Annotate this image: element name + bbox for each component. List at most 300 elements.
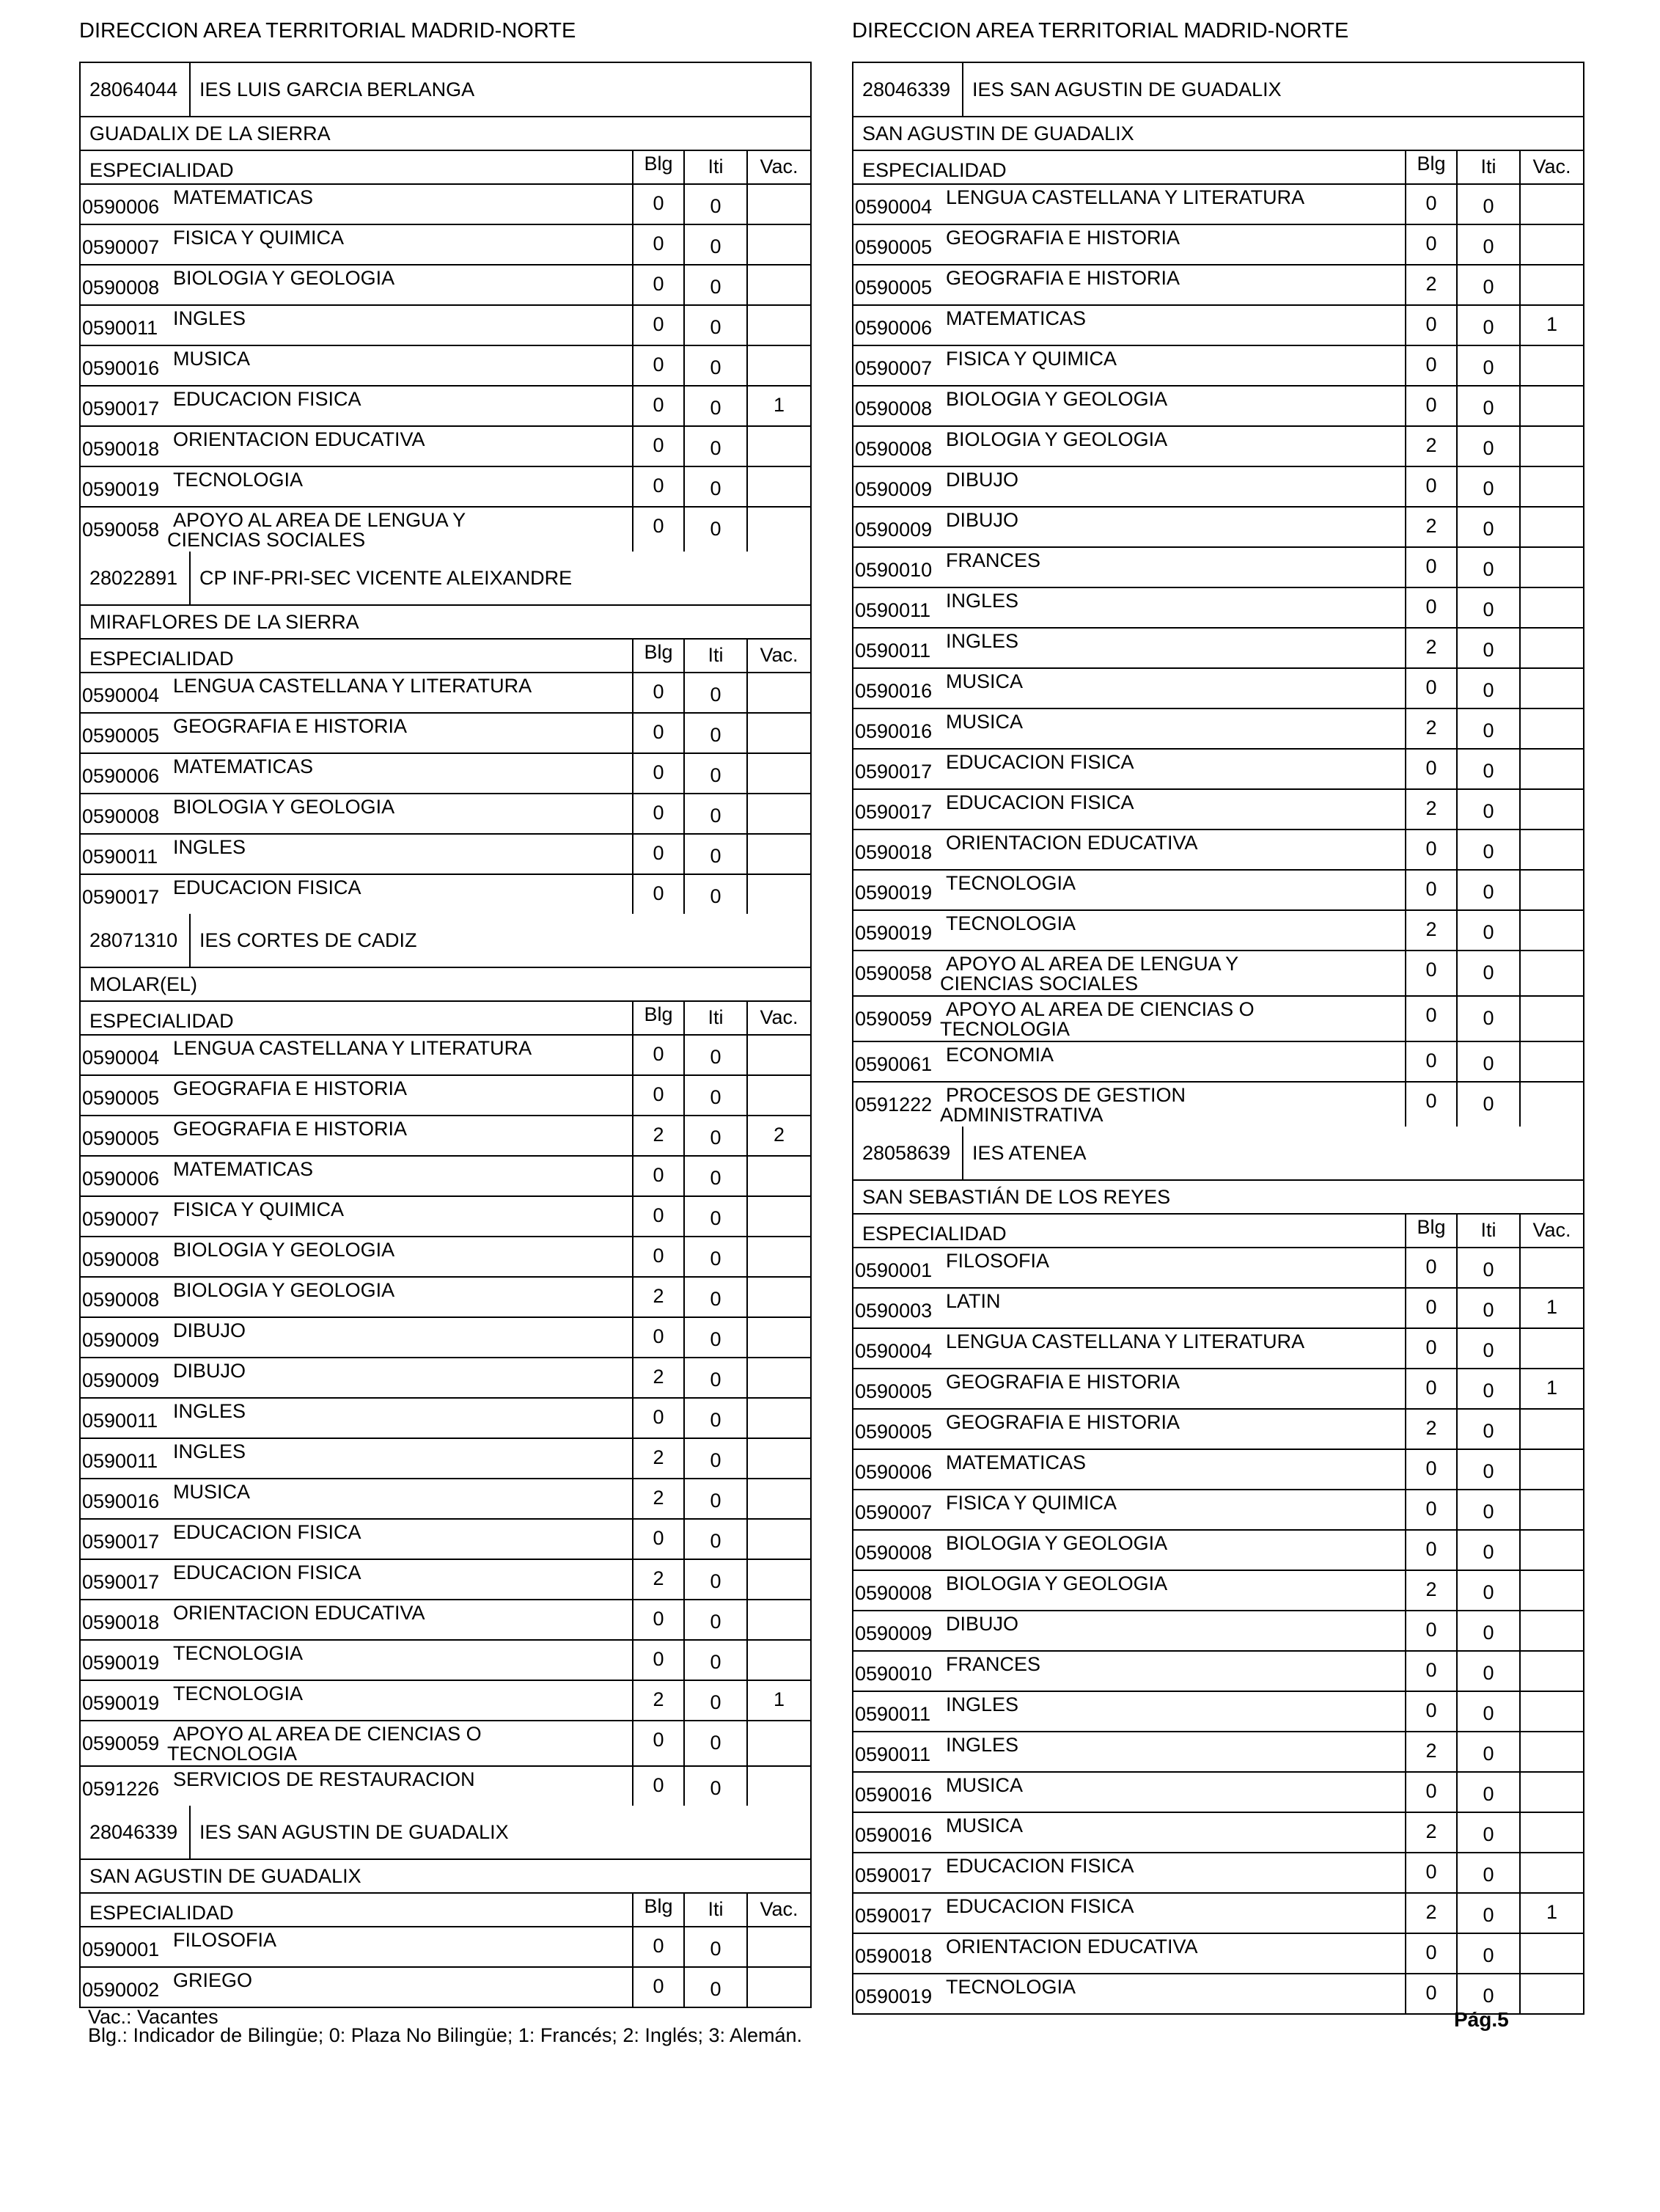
iti-cell bbox=[1456, 387, 1519, 425]
especialidad-cell bbox=[81, 265, 632, 304]
table-row bbox=[853, 1042, 1583, 1083]
especialidad-code: 0590017 bbox=[82, 1571, 160, 1593]
vac-cell bbox=[746, 1641, 810, 1680]
iti-cell bbox=[1456, 1329, 1519, 1368]
especialidad-code: 0590018 bbox=[855, 1945, 933, 1967]
blg-value: 0 bbox=[653, 394, 664, 416]
especialidad-cell bbox=[853, 669, 1405, 708]
especialidad-name bbox=[173, 1930, 276, 1950]
vac-cell bbox=[746, 1767, 810, 1806]
col-header-vac: Vac. bbox=[746, 1002, 810, 1034]
especialidad-name-line: BIOLOGIA Y GEOLOGIA bbox=[173, 1239, 395, 1261]
especialidad-code: 0590007 bbox=[855, 1501, 933, 1523]
table-row bbox=[853, 1369, 1583, 1410]
blg-cell bbox=[632, 1116, 683, 1155]
vac-cell bbox=[746, 225, 810, 264]
blg-value: 0 bbox=[1425, 1982, 1437, 2004]
especialidad-name bbox=[946, 188, 1304, 208]
vac-value: 1 bbox=[773, 1688, 785, 1710]
iti-cell bbox=[1456, 951, 1519, 995]
especialidad-name-line: MUSICA bbox=[946, 1814, 1024, 1836]
table-row bbox=[853, 306, 1583, 346]
blg-cell bbox=[1405, 911, 1456, 950]
especialidad-cell bbox=[81, 1237, 632, 1276]
iti-value: 0 bbox=[710, 518, 721, 540]
especialidad-name bbox=[173, 1442, 246, 1462]
blg-value: 0 bbox=[1425, 1050, 1437, 1072]
col-header-especialidad: ESPECIALIDAD bbox=[862, 159, 1007, 181]
blg-cell bbox=[1405, 1450, 1456, 1489]
vac-cell bbox=[1519, 387, 1583, 425]
column-header-row bbox=[81, 1002, 810, 1036]
blg-cell bbox=[1405, 951, 1456, 995]
especialidad-code: 0590018 bbox=[82, 1611, 160, 1633]
iti-cell bbox=[1456, 1732, 1519, 1771]
table-row bbox=[81, 1076, 810, 1116]
blg-value: 2 bbox=[1425, 797, 1437, 819]
vac-cell bbox=[1519, 951, 1583, 995]
iti-cell bbox=[1456, 1289, 1519, 1327]
especialidad-name bbox=[173, 1523, 361, 1542]
especialidad-cell bbox=[853, 427, 1405, 466]
blg-cell bbox=[632, 1600, 683, 1639]
especialidad-code: 0590008 bbox=[855, 1542, 933, 1564]
especialidad-name bbox=[173, 1603, 425, 1623]
especialidad-code: 0590059 bbox=[855, 1008, 933, 1030]
blg-value: 2 bbox=[1425, 273, 1437, 295]
iti-value: 0 bbox=[1483, 276, 1494, 298]
blg-cell bbox=[1405, 306, 1456, 345]
especialidad-code: 0590005 bbox=[82, 1127, 160, 1149]
table-row bbox=[853, 997, 1583, 1042]
especialidad-name-line: FRANCES bbox=[946, 1653, 1041, 1675]
iti-value: 0 bbox=[710, 1046, 721, 1068]
especialidad-cell bbox=[81, 1116, 632, 1155]
especialidad-name bbox=[946, 874, 1076, 893]
table-row bbox=[81, 225, 810, 265]
vac-cell bbox=[746, 306, 810, 345]
table-row bbox=[81, 265, 810, 306]
col-header-blg: Blg bbox=[632, 1894, 683, 1926]
town-name: SAN AGUSTIN DE GUADALIX bbox=[81, 1860, 810, 1894]
blg-cell bbox=[632, 835, 683, 874]
iti-cell bbox=[1456, 790, 1519, 829]
especialidad-name bbox=[946, 1816, 1023, 1836]
blg-cell bbox=[1405, 669, 1456, 708]
blg-value: 0 bbox=[1425, 1090, 1437, 1112]
especialidad-name-line: BIOLOGIA Y GEOLOGIA bbox=[173, 1279, 395, 1301]
iti-value: 0 bbox=[710, 1570, 721, 1592]
especialidad-code: 0590018 bbox=[855, 841, 933, 863]
especialidad-code: 0590019 bbox=[82, 478, 160, 500]
table-row bbox=[81, 1681, 810, 1721]
especialidad-code: 0590011 bbox=[855, 640, 931, 662]
col-header-especialidad: ESPECIALIDAD bbox=[89, 648, 234, 670]
blg-cell bbox=[632, 427, 683, 466]
especialidad-code: 0590005 bbox=[855, 1380, 933, 1402]
especialidad-cell bbox=[853, 830, 1405, 869]
iti-cell bbox=[683, 1927, 746, 1966]
vac-cell bbox=[746, 387, 810, 425]
vac-cell bbox=[1519, 1692, 1583, 1731]
blg-cell bbox=[632, 1927, 683, 1966]
col-header-blg: Blg bbox=[632, 151, 683, 183]
iti-cell bbox=[683, 1560, 746, 1599]
especialidad-code: 0590017 bbox=[855, 1864, 933, 1886]
iti-cell bbox=[1456, 1611, 1519, 1650]
especialidad-name-line: MATEMATICAS bbox=[946, 307, 1087, 329]
iti-value: 0 bbox=[1483, 1541, 1494, 1563]
especialidad-code: 0590010 bbox=[855, 1663, 933, 1685]
vac-cell bbox=[746, 1927, 810, 1966]
especialidad-cell bbox=[853, 1248, 1405, 1287]
especialidad-name bbox=[946, 631, 1018, 651]
especialidad-cell bbox=[853, 997, 1405, 1041]
table-row bbox=[853, 669, 1583, 709]
especialidad-name bbox=[946, 1614, 1018, 1634]
table-row bbox=[81, 1520, 810, 1560]
especialidad-name-line: SERVICIOS DE RESTAURACION bbox=[173, 1768, 475, 1790]
blg-value: 0 bbox=[653, 882, 664, 904]
table-row bbox=[853, 1732, 1583, 1773]
especialidad-name-line: INGLES bbox=[173, 1400, 246, 1422]
especialidad-code: 0590019 bbox=[855, 882, 933, 904]
blg-value: 0 bbox=[653, 232, 664, 254]
iti-cell bbox=[1456, 1773, 1519, 1812]
vac-cell bbox=[746, 467, 810, 506]
table-row bbox=[853, 185, 1583, 225]
especialidad-cell bbox=[853, 1042, 1405, 1081]
blg-cell bbox=[1405, 1289, 1456, 1327]
vac-cell bbox=[1519, 669, 1583, 708]
blg-value: 0 bbox=[1425, 475, 1437, 497]
table-row bbox=[853, 1652, 1583, 1692]
town-name: MIRAFLORES DE LA SIERRA bbox=[81, 606, 810, 640]
blg-value: 0 bbox=[653, 1164, 664, 1186]
blg-value: 2 bbox=[653, 1285, 664, 1307]
vac-cell bbox=[1519, 548, 1583, 587]
especialidad-cell bbox=[81, 1600, 632, 1639]
blg-value: 0 bbox=[1425, 1699, 1437, 1721]
column-header-row bbox=[81, 1894, 810, 1927]
blg-cell bbox=[1405, 1083, 1456, 1127]
iti-value: 0 bbox=[1483, 1944, 1494, 1966]
table-row bbox=[853, 1611, 1583, 1652]
blg-cell bbox=[1405, 588, 1456, 627]
especialidad-code: 0590004 bbox=[82, 684, 160, 706]
especialidad-code: 0591226 bbox=[82, 1778, 160, 1800]
school-section bbox=[81, 1806, 810, 2007]
iti-cell bbox=[1456, 1490, 1519, 1529]
table-row bbox=[853, 871, 1583, 911]
especialidad-name bbox=[946, 1372, 1180, 1392]
iti-cell bbox=[1456, 346, 1519, 385]
especialidad-name-line: TECNOLOGIA bbox=[167, 1743, 298, 1765]
iti-value: 0 bbox=[710, 885, 721, 907]
vac-cell bbox=[1519, 1813, 1583, 1852]
col-header-iti: Iti bbox=[1456, 151, 1519, 183]
blg-value: 0 bbox=[653, 1527, 664, 1549]
especialidad-name bbox=[946, 389, 1167, 409]
especialidad-cell bbox=[853, 1450, 1405, 1489]
blg-cell bbox=[632, 1358, 683, 1397]
iti-value: 0 bbox=[1483, 1581, 1494, 1603]
vac-value: 1 bbox=[773, 394, 785, 416]
iti-cell bbox=[683, 835, 746, 874]
especialidad-name bbox=[946, 712, 1023, 732]
especialidad-name-line: FISICA Y QUIMICA bbox=[173, 1198, 345, 1220]
iti-cell bbox=[1456, 911, 1519, 950]
especialidad-cell bbox=[81, 306, 632, 345]
blg-cell bbox=[632, 508, 683, 552]
vac-cell bbox=[1519, 1894, 1583, 1933]
school-code: 28064044 bbox=[81, 63, 191, 116]
especialidad-name bbox=[946, 268, 1180, 288]
table-row bbox=[853, 1083, 1583, 1127]
especialidad-code: 0590005 bbox=[855, 276, 933, 299]
iti-value: 0 bbox=[1483, 1460, 1494, 1482]
especialidad-code: 0590009 bbox=[855, 1622, 933, 1644]
right-table bbox=[852, 62, 1584, 2015]
blg-value: 0 bbox=[1425, 878, 1437, 900]
vac-cell bbox=[746, 1318, 810, 1357]
vac-cell bbox=[1519, 1289, 1583, 1327]
blg-cell bbox=[632, 1479, 683, 1518]
especialidad-name-line: TECNOLOGIA bbox=[946, 1976, 1076, 1998]
especialidad-cell bbox=[81, 1076, 632, 1115]
vac-cell bbox=[746, 1520, 810, 1559]
col-header-blg: Blg bbox=[1405, 1215, 1456, 1247]
table-row bbox=[853, 1248, 1583, 1289]
blg-value: 0 bbox=[653, 1729, 664, 1751]
iti-cell bbox=[683, 1399, 746, 1438]
especialidad-name-line: MUSICA bbox=[946, 670, 1024, 692]
especialidad-code: 0590019 bbox=[855, 1985, 933, 2007]
iti-cell bbox=[1456, 1853, 1519, 1892]
especialidad-cell bbox=[81, 673, 632, 712]
blg-cell bbox=[1405, 1732, 1456, 1771]
especialidad-code: 0590016 bbox=[855, 1824, 933, 1846]
blg-value: 2 bbox=[1425, 636, 1437, 658]
town-name: SAN SEBASTIÁN DE LOS REYES bbox=[853, 1181, 1583, 1215]
blg-value: 0 bbox=[653, 354, 664, 376]
especialidad-cell bbox=[853, 1369, 1405, 1408]
blg-value: 2 bbox=[1425, 1901, 1437, 1923]
iti-cell bbox=[1456, 548, 1519, 587]
vac-cell bbox=[746, 835, 810, 874]
blg-cell bbox=[632, 875, 683, 914]
table-row bbox=[81, 1278, 810, 1318]
iti-value: 0 bbox=[710, 195, 721, 217]
iti-cell bbox=[683, 754, 746, 793]
especialidad-code: 0590011 bbox=[82, 1410, 158, 1432]
especialidad-cell bbox=[81, 1318, 632, 1357]
iti-value: 0 bbox=[1483, 1052, 1494, 1074]
iti-cell bbox=[683, 673, 746, 712]
vac-cell bbox=[1519, 1369, 1583, 1408]
especialidad-name bbox=[946, 228, 1180, 248]
iti-value: 0 bbox=[710, 1086, 721, 1108]
table-row bbox=[853, 750, 1583, 790]
especialidad-code: 0590005 bbox=[82, 1087, 160, 1109]
blg-cell bbox=[632, 1197, 683, 1236]
especialidad-code: 0590011 bbox=[82, 317, 158, 339]
iti-cell bbox=[1456, 709, 1519, 748]
especialidad-name-line: DIBUJO bbox=[946, 1613, 1019, 1635]
especialidad-cell bbox=[853, 588, 1405, 627]
vac-cell bbox=[1519, 427, 1583, 466]
blg-cell bbox=[1405, 1329, 1456, 1368]
blg-cell bbox=[632, 387, 683, 425]
blg-value: 2 bbox=[1425, 918, 1437, 940]
col-header-vac: Vac. bbox=[746, 640, 810, 672]
iti-cell bbox=[1456, 1894, 1519, 1933]
iti-value: 0 bbox=[1483, 1380, 1494, 1402]
especialidad-cell bbox=[81, 346, 632, 385]
vac-cell bbox=[1519, 709, 1583, 748]
blg-cell bbox=[1405, 427, 1456, 466]
vac-cell bbox=[746, 1399, 810, 1438]
especialidad-name-line: BIOLOGIA Y GEOLOGIA bbox=[173, 267, 395, 289]
especialidad-name-line: EDUCACION FISICA bbox=[173, 1561, 361, 1583]
especialidad-name-line: MUSICA bbox=[946, 711, 1024, 733]
blg-value: 0 bbox=[653, 1774, 664, 1796]
iti-value: 0 bbox=[1483, 518, 1494, 540]
blg-value: 0 bbox=[653, 475, 664, 497]
vac-cell bbox=[1519, 1974, 1583, 2013]
table-row bbox=[853, 548, 1583, 588]
especialidad-name bbox=[946, 1045, 1054, 1065]
especialidad-code: 0591222 bbox=[855, 1094, 933, 1116]
blg-value: 0 bbox=[1425, 313, 1437, 335]
iti-value: 0 bbox=[1483, 1093, 1494, 1115]
iti-cell bbox=[1456, 1571, 1519, 1610]
table-row bbox=[853, 790, 1583, 830]
town-name: MOLAR(EL) bbox=[81, 968, 810, 1002]
especialidad-name-line: GEOGRAFIA E HISTORIA bbox=[173, 1118, 408, 1140]
especialidad-name-line: LENGUA CASTELLANA Y LITERATURA bbox=[173, 675, 532, 697]
vac-cell bbox=[746, 714, 810, 752]
iti-value: 0 bbox=[1483, 195, 1494, 217]
vac-cell bbox=[1519, 306, 1583, 345]
especialidad-name bbox=[173, 188, 313, 208]
table-row bbox=[853, 508, 1583, 548]
iti-cell bbox=[1456, 1369, 1519, 1408]
especialidad-cell bbox=[81, 1157, 632, 1195]
iti-cell bbox=[683, 1641, 746, 1680]
iti-cell bbox=[683, 1197, 746, 1236]
vac-cell bbox=[1519, 1083, 1583, 1127]
especialidad-name-line: CIENCIAS SOCIALES bbox=[167, 529, 366, 551]
iti-cell bbox=[683, 1968, 746, 2007]
especialidad-code: 0590006 bbox=[82, 1168, 160, 1190]
iti-cell bbox=[1456, 467, 1519, 506]
especialidad-cell bbox=[81, 1767, 632, 1806]
table-row bbox=[853, 1571, 1583, 1611]
table-row bbox=[853, 1853, 1583, 1894]
vac-cell bbox=[1519, 467, 1583, 506]
iti-cell bbox=[683, 185, 746, 224]
vac-cell bbox=[746, 1358, 810, 1397]
iti-value: 0 bbox=[710, 1449, 721, 1471]
blg-value: 0 bbox=[1425, 394, 1437, 416]
especialidad-name-line: DIBUJO bbox=[946, 469, 1019, 491]
blg-value: 0 bbox=[1425, 1336, 1437, 1358]
especialidad-name-line: LATIN bbox=[946, 1290, 1001, 1312]
especialidad-name bbox=[946, 1534, 1167, 1553]
iti-value: 0 bbox=[1483, 1662, 1494, 1684]
iti-cell bbox=[1456, 265, 1519, 304]
especialidad-name-line: ECONOMIA bbox=[946, 1044, 1054, 1066]
iti-cell bbox=[1456, 871, 1519, 909]
blg-cell bbox=[1405, 830, 1456, 869]
especialidad-name bbox=[173, 1240, 394, 1260]
especialidad-name bbox=[946, 793, 1134, 813]
table-row bbox=[853, 951, 1583, 997]
table-row bbox=[853, 1450, 1583, 1490]
especialidad-name-line: GEOGRAFIA E HISTORIA bbox=[946, 1371, 1180, 1393]
blg-cell bbox=[632, 225, 683, 264]
blg-cell bbox=[632, 673, 683, 712]
blg-value: 2 bbox=[653, 1567, 664, 1589]
especialidad-name-line: TECNOLOGIA bbox=[173, 1642, 304, 1664]
blg-value: 2 bbox=[1425, 717, 1437, 739]
especialidad-name-line: CIENCIAS SOCIALES bbox=[940, 973, 1139, 995]
table-row bbox=[853, 346, 1583, 387]
blg-cell bbox=[1405, 1611, 1456, 1650]
iti-cell bbox=[1456, 1531, 1519, 1570]
especialidad-code: 0590017 bbox=[82, 886, 160, 908]
vac-cell bbox=[746, 265, 810, 304]
iti-value: 0 bbox=[1483, 1259, 1494, 1281]
especialidad-name bbox=[940, 953, 1239, 995]
especialidad-code: 0590058 bbox=[855, 962, 933, 984]
iti-value: 0 bbox=[710, 316, 721, 338]
vac-cell bbox=[1519, 508, 1583, 546]
vac-cell bbox=[1519, 185, 1583, 224]
especialidad-name-line: MATEMATICAS bbox=[173, 186, 314, 208]
blg-cell bbox=[632, 265, 683, 304]
especialidad-cell bbox=[81, 1197, 632, 1236]
vac-cell bbox=[746, 1439, 810, 1478]
table-row bbox=[81, 1036, 810, 1076]
blg-cell bbox=[1405, 1410, 1456, 1449]
vac-cell bbox=[746, 1157, 810, 1195]
school-section bbox=[853, 1127, 1583, 2013]
table-row bbox=[81, 1318, 810, 1358]
table-row bbox=[81, 1116, 810, 1157]
col-header-blg: Blg bbox=[1405, 151, 1456, 183]
iti-cell bbox=[683, 1318, 746, 1357]
blg-cell bbox=[632, 185, 683, 224]
especialidad-cell bbox=[81, 1439, 632, 1478]
vac-value: 1 bbox=[1546, 313, 1558, 335]
vac-cell bbox=[1519, 346, 1583, 385]
especialidad-name-line: APOYO AL AREA DE LENGUA Y bbox=[173, 509, 466, 531]
especialidad-name bbox=[173, 1482, 250, 1502]
especialidad-code: 0590004 bbox=[855, 1340, 933, 1362]
blg-cell bbox=[632, 1439, 683, 1478]
iti-cell bbox=[683, 1600, 746, 1639]
especialidad-cell bbox=[853, 1813, 1405, 1852]
blg-value: 0 bbox=[1425, 192, 1437, 214]
especialidad-name bbox=[173, 1160, 313, 1179]
especialidad-name bbox=[946, 1977, 1076, 1997]
blg-cell bbox=[1405, 548, 1456, 587]
school-name: IES CORTES DE CADIZ bbox=[199, 929, 417, 951]
blg-value: 0 bbox=[1425, 1457, 1437, 1479]
especialidad-name bbox=[946, 1735, 1018, 1755]
